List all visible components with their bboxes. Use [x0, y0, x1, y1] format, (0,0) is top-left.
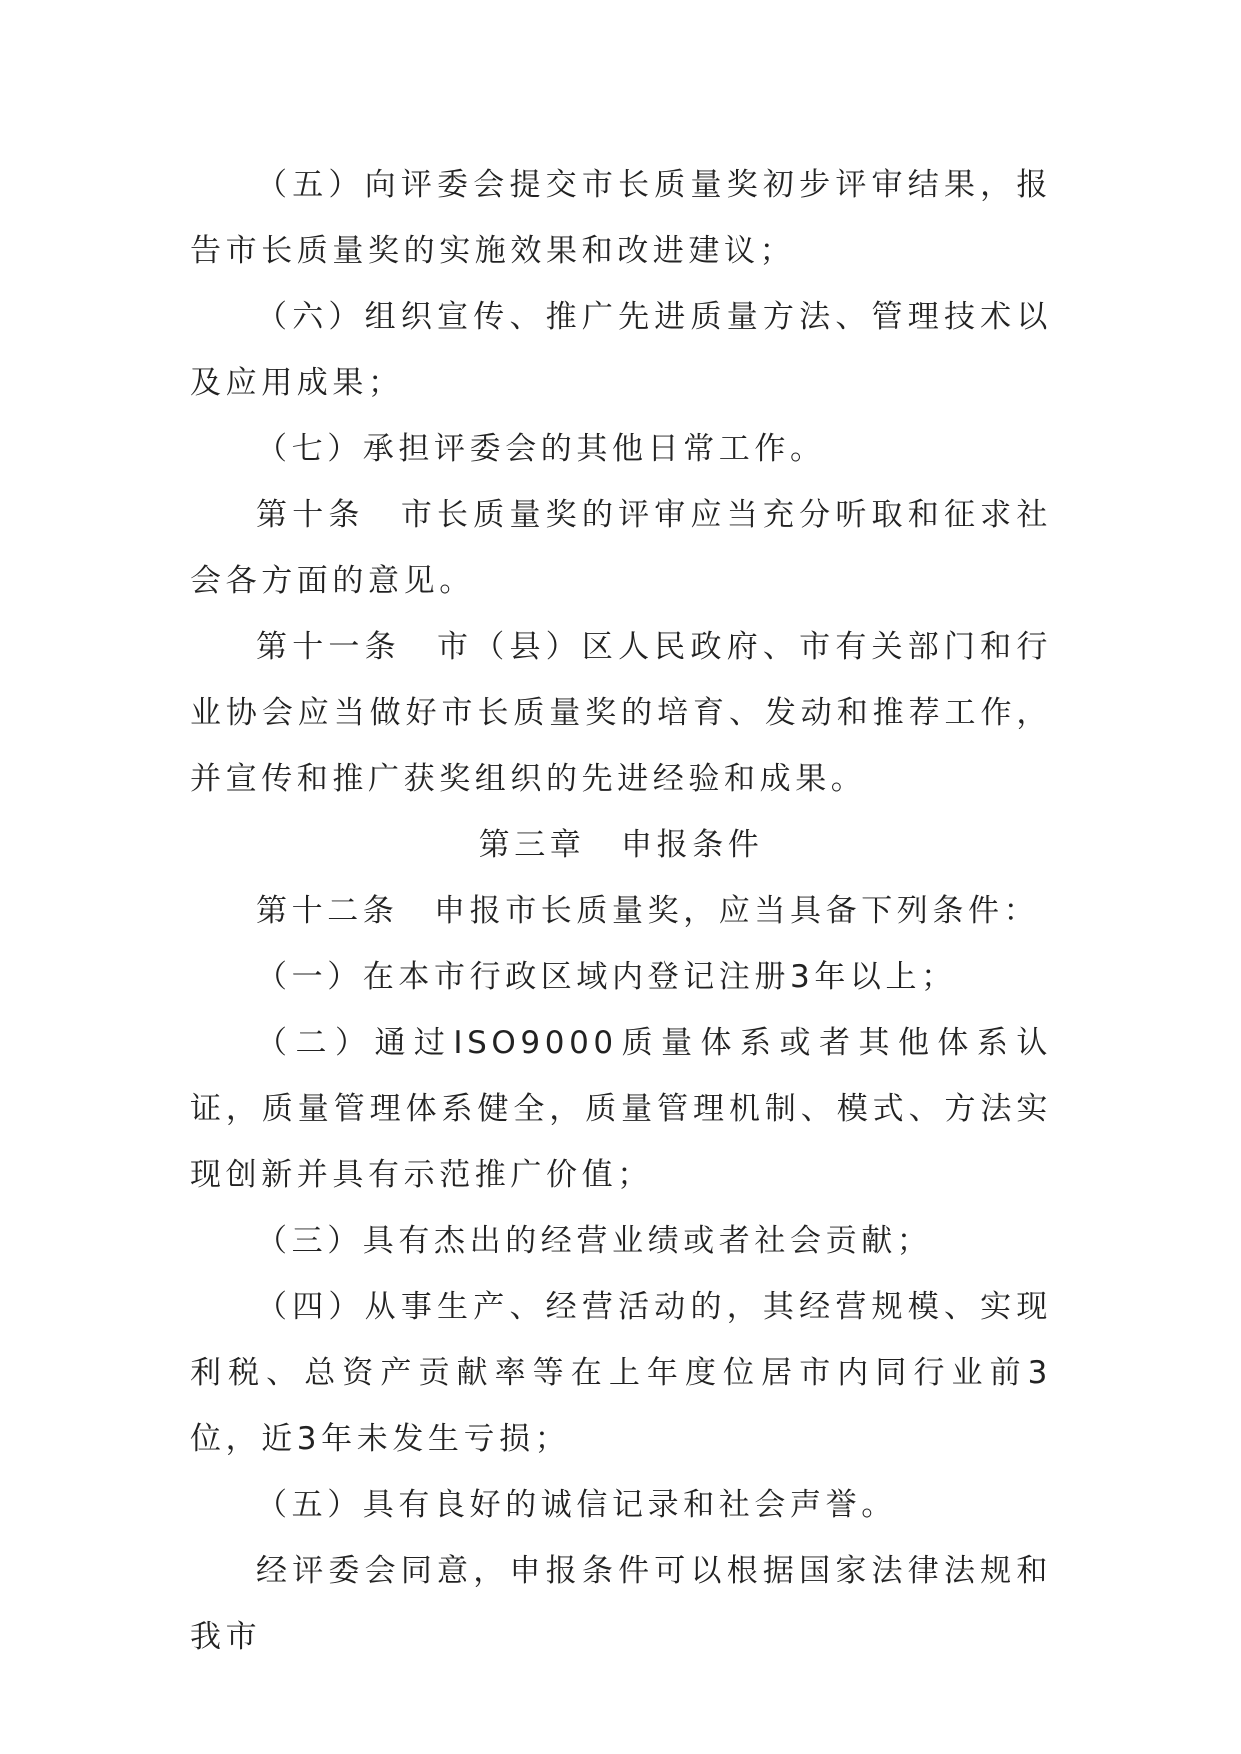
condition-4: （四）从事生产、经营活动的，其经营规模、实现利税、总资产贡献率等在上年度位居市内同行业前3位，近3年未发生亏损； — [190, 1289, 1052, 1457]
paragraph-item-6: （六）组织宣传、推广先进质量方法、管理技术以及应用成果； — [190, 299, 1052, 401]
article-11: 第十一条 市（县）区人民政府、市有关部门和行业协会应当做好市长质量奖的培育、发动和推荐工作，并宣传和推广获奖组织的先进经验和成果。 — [190, 629, 1052, 797]
condition-2: （二）通过ISO9000质量体系或者其他体系认证，质量管理体系健全，质量管理机制、模式、方法实现创新并具有示范推广价值； — [190, 1025, 1052, 1193]
closing-paragraph: 经评委会同意，申报条件可以根据国家法律法规和我市 — [190, 1553, 1052, 1655]
article-12: 第十二条 申报市长质量奖，应当具备下列条件： — [256, 893, 1040, 929]
paragraph-item-5: （五）向评委会提交市长质量奖初步评审结果，报告市长质量奖的实施效果和改进建议； — [190, 167, 1052, 269]
condition-5: （五）具有良好的诚信记录和社会声誉。 — [256, 1487, 897, 1523]
chapter-3-heading: 第三章 申报条件 — [478, 827, 764, 863]
document-page — [190, 152, 1052, 1670]
paragraph-item-7: （七）承担评委会的其他日常工作。 — [256, 431, 826, 467]
condition-1: （一）在本市行政区域内登记注册3年以上； — [256, 959, 957, 995]
article-10: 第十条 市长质量奖的评审应当充分听取和征求社会各方面的意见。 — [190, 497, 1052, 599]
condition-3: （三）具有杰出的经营业绩或者社会贡献； — [256, 1223, 933, 1259]
